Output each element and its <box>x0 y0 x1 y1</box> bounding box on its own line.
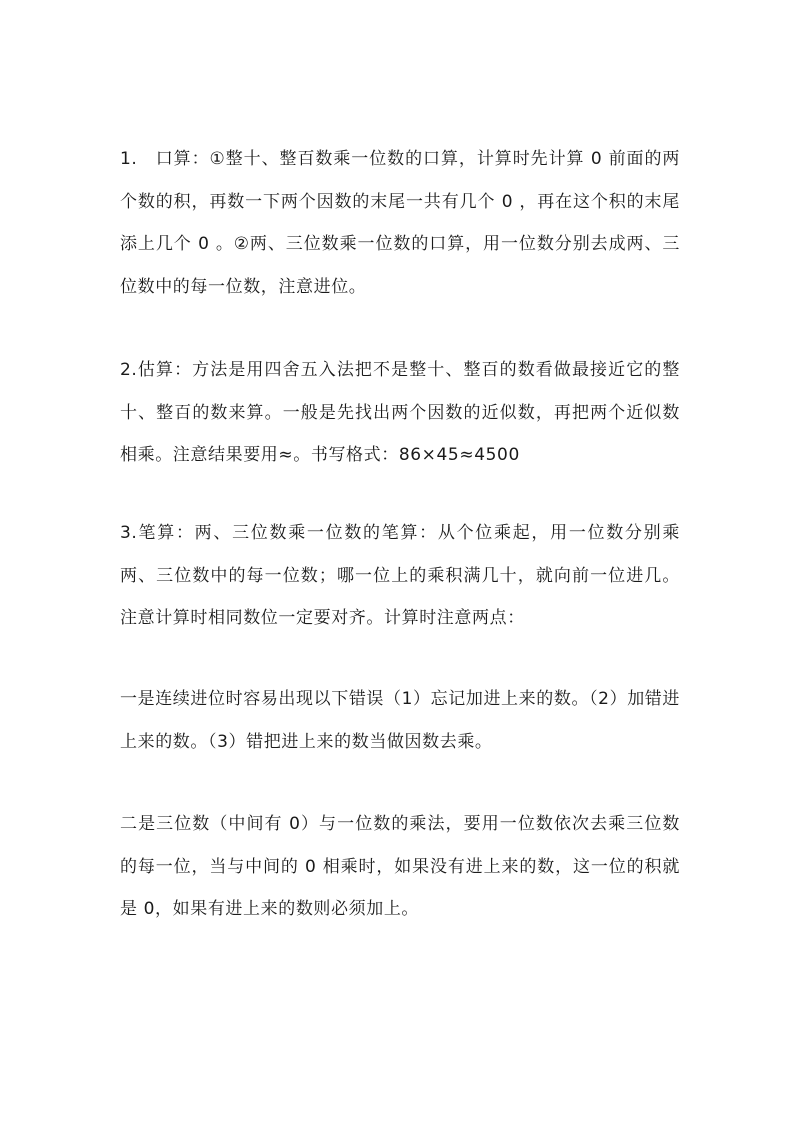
paragraph-oral-calculation: 1. 口算：①整十、整百数乘一位数的口算，计算时先计算 0 前面的两个数的积，再数一下两个因数的末尾一共有几个 0 ，再在这个积的末尾添上几个 0 。②两、三位数乘一位数的口算，用一位数分别去成两、三位数中的每一位数，注意进位。 <box>120 149 680 297</box>
paragraph-consecutive-carry-errors: 一是连续进位时容易出现以下错误（1）忘记加进上来的数。（2）加错进上来的数。（3）错把进上来的数当做因数去乘。 <box>120 689 680 752</box>
paragraph-estimation: 2.估算：方法是用四舍五入法把不是整十、整百的数看做最接近它的整十、整百的数来算。一般是先找出两个因数的近似数，再把两个近似数相乘。注意结果要用≈。书写格式：86×45≈4500 <box>120 360 680 465</box>
paragraph-middle-zero-multiplication: 二是三位数（中间有 0）与一位数的乘法，要用一位数依次去乘三位数的每一位，当与中间的 0 相乘时，如果没有进上来的数，这一位的积就是 0，如果有进上来的数则必须加上。 <box>120 814 680 919</box>
paragraph-written-calculation: 3.笔算：两、三位数乘一位数的笔算：从个位乘起，用一位数分别乘两、三位数中的每一位数；哪一位上的乘积满几十，就向前一位进几。注意计算时相同数位一定要对齐。计算时注意两点： <box>120 523 680 628</box>
